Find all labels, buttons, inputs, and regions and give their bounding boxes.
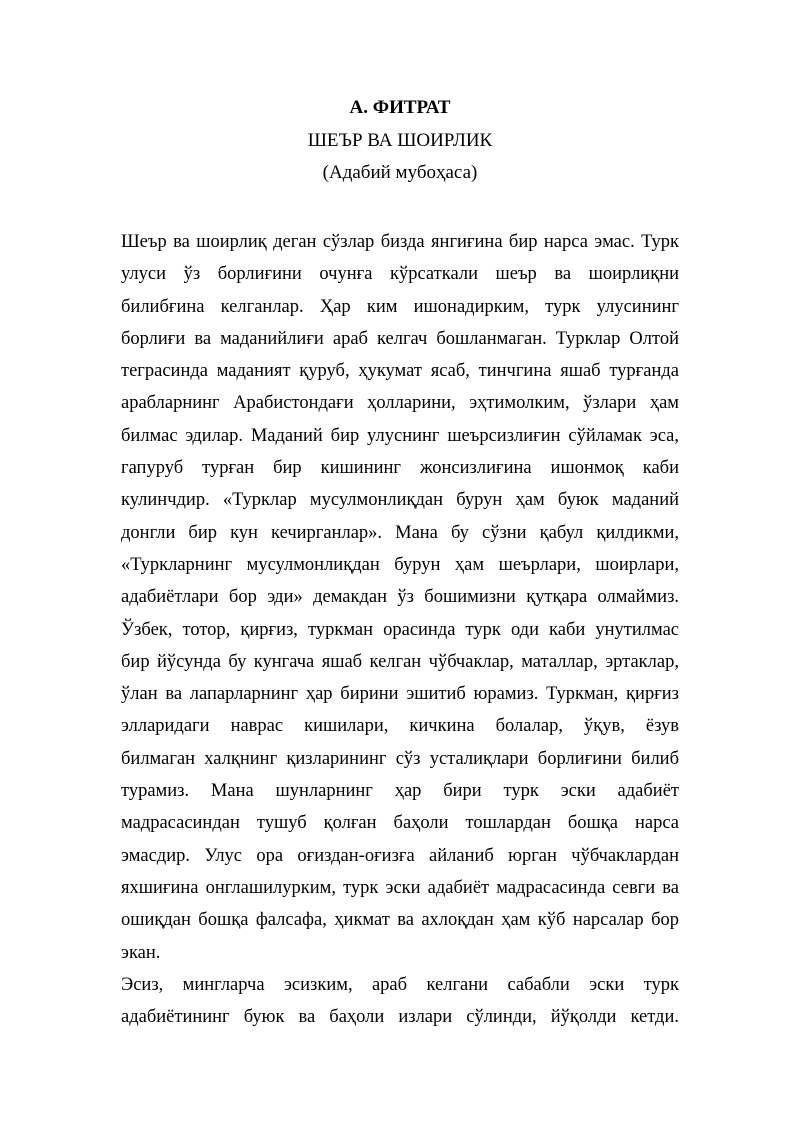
- text-line: мадрасасиндан тушуб қолған баҳоли тошлардан бошқа нарса: [121, 813, 679, 834]
- body-text: [121, 226, 679, 1033]
- text-line: гапуруб турған бир кишининг жонсизлиғина ишонмоқ каби: [121, 458, 679, 479]
- document-title: ШЕЪР ВА ШОИРЛИК: [307, 130, 493, 151]
- text-line: донгли бир кун кечирганлар». Мана бу сўзни қабул қилдикми,: [121, 522, 679, 543]
- text-line: билмаган халқнинг қизларининг сўз усталиқлари борлиғини билиб: [121, 748, 679, 769]
- text-line: билмас эдилар. Маданий бир улуснинг шеърсизлиғин сўйламак эса,: [121, 425, 679, 446]
- text-line: адабиётлари бор эди» демакдан ўз бошимизни қутқара олмаймиз.: [121, 587, 679, 608]
- text-line: Ўзбек, тотор, қирғиз, туркман орасинда турк оди каби унутилмас: [121, 619, 679, 640]
- text-line: экан.: [121, 942, 161, 963]
- text-line: Эсиз, мингларча эсизким, араб келгани сабабли эски турк: [121, 974, 679, 995]
- text-line: ўлан ва лапарларнинг ҳар бирини эшитиб юрамиз. Туркман, қирғиз: [121, 684, 679, 705]
- text-line: борлиғи ва маданийлиғи араб келгач бошланмаган. Турклар Олтой: [121, 328, 679, 349]
- text-line: яхшиғина онглашилурким, турк эски адабиёт мадрасасинда севги ва: [121, 877, 679, 898]
- text-line: «Туркларнинг мусулмонлиқдан бурун ҳам шеърлари, шоирлари,: [121, 554, 679, 575]
- text-line: кулинчдир. «Турклар мусулмонлиқдан бурун ҳам буюк маданий: [121, 490, 679, 511]
- text-line: адабиётининг буюк ва баҳоли излари сўлинди, йўқолди кетди.: [121, 1007, 679, 1028]
- text-line: Шеър ва шоирлиқ деган сўзлар бизда янгиғина бир нарса эмас. Турк: [121, 232, 679, 252]
- text-line: бир йўсунда бу кунгача яшаб келган чўбчаклар, маталлар, эртаклар,: [121, 651, 679, 672]
- text-line: улуси ўз борлиғини очунға кўрсаткали шеър ва шоирлиқни: [121, 264, 679, 285]
- text-line: теграсинда маданият қуруб, ҳукумат ясаб, тинчгина яшаб турғанда: [121, 361, 679, 382]
- text-line: арабларнинг Арабистондағи ҳолларини, эҳтимолким, ўзлари ҳам: [121, 393, 679, 414]
- text-line: эмасдир. Улус ора оғиздан-оғизға айланиб юрган чўбчаклардан: [121, 845, 679, 866]
- text-line: элларидаги наврас кишилари, кичкина болалар, ўқув, ёзув: [121, 716, 679, 737]
- text-line: турамиз. Мана шунларнинг ҳар бири турк эски адабиёт: [121, 781, 679, 802]
- document-subtitle: (Адабий мубоҳаса): [322, 162, 478, 183]
- author-name: А. ФИТРАТ: [349, 97, 451, 118]
- text-line: ошиқдан бошқа фалсафа, ҳикмат ва ахлоқдан ҳам кўб нарсалар бор: [121, 910, 679, 931]
- text-line: билибғина келганлар. Ҳар ким ишонадирким, турк улусининг: [121, 296, 679, 317]
